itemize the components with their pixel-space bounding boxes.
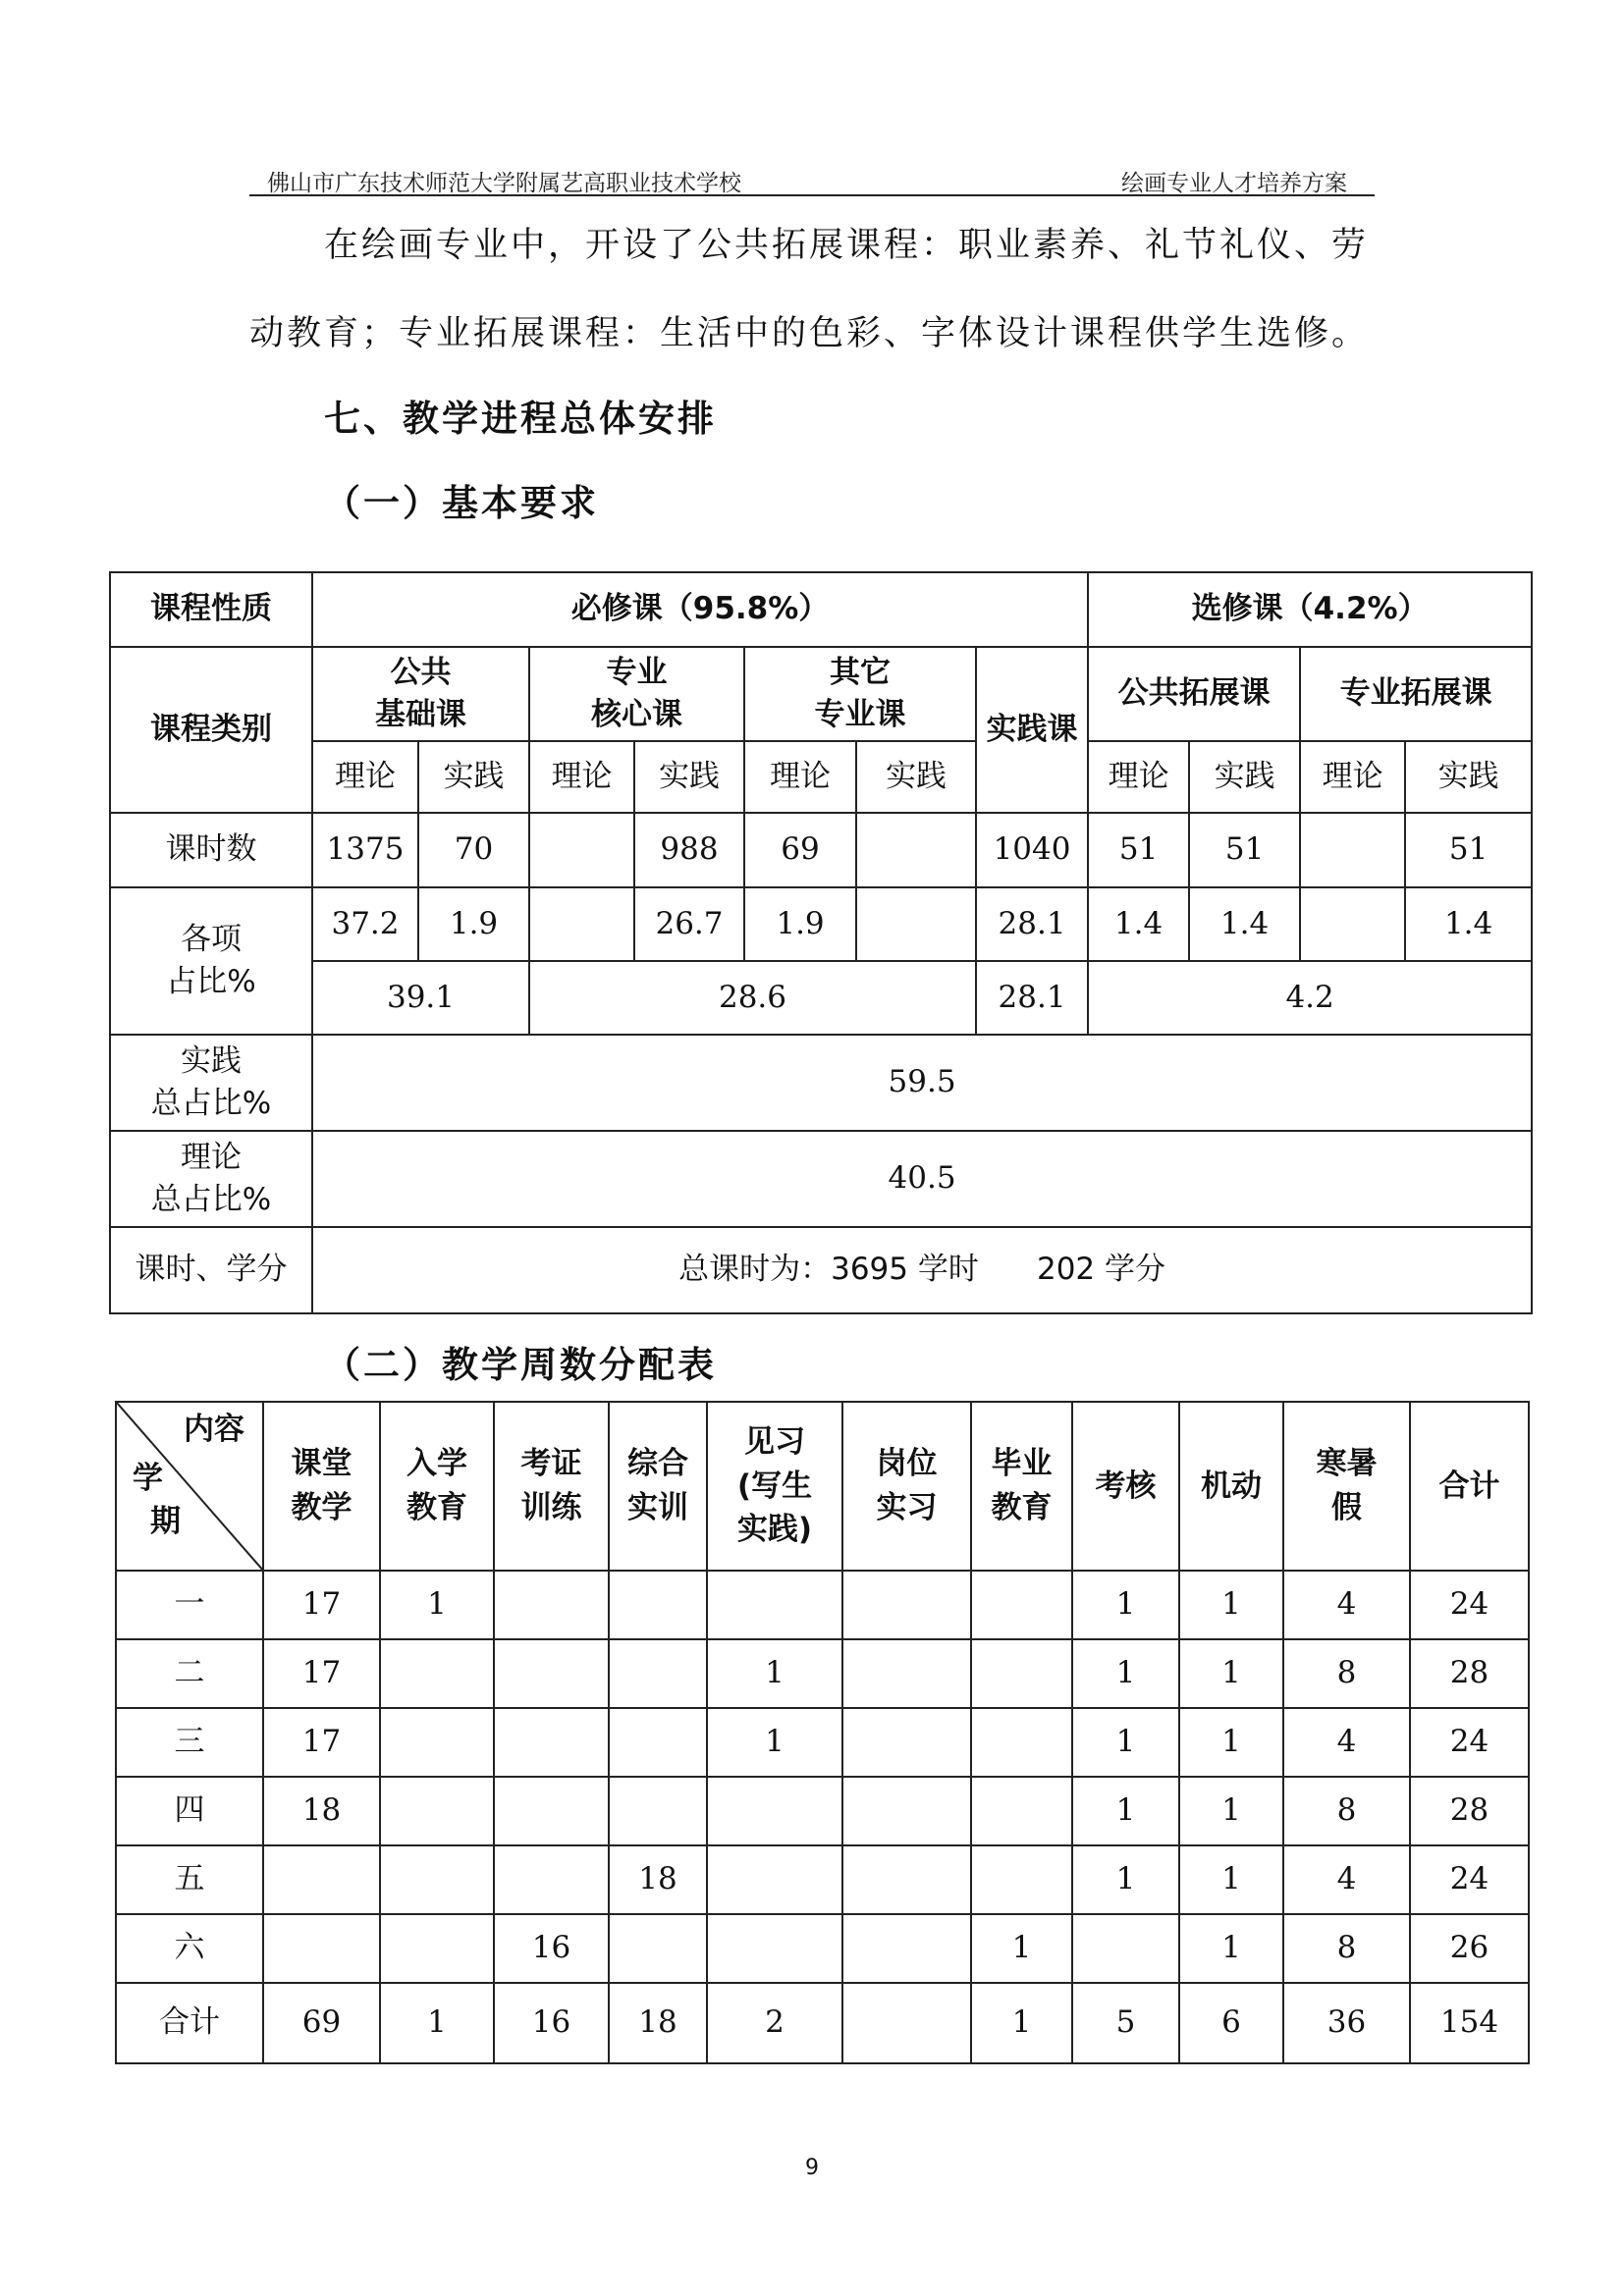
theory-cell: 理论 — [1088, 741, 1189, 813]
week-cell — [380, 1708, 494, 1777]
week-cell: 1 — [1179, 1777, 1283, 1845]
hours-cell — [529, 813, 634, 887]
practice-cell: 实践 — [634, 741, 744, 813]
cat-public-basic: 公共 基础课 — [312, 647, 529, 741]
table-row — [110, 572, 1532, 647]
week-cell — [380, 1845, 494, 1914]
hours-cell: 51 — [1088, 813, 1189, 887]
table-row — [116, 1777, 1529, 1845]
category-label: 课程类别 — [110, 647, 312, 813]
ratio-label: 各项 占比% — [110, 887, 312, 1035]
week-cell — [842, 1777, 971, 1845]
subsection-title-1: （一）基本要求 — [324, 482, 599, 524]
practice-cell: 实践 — [1189, 741, 1300, 813]
table-row — [110, 1131, 1532, 1227]
ratio-cell: 28.1 — [976, 887, 1088, 961]
hours-label: 课时数 — [110, 813, 312, 887]
col-header-assessment: 考核 — [1072, 1402, 1179, 1571]
header-rule — [249, 194, 1375, 196]
elective-header: 选修课（4.2%） — [1088, 572, 1532, 647]
week-cell — [494, 1777, 609, 1845]
week-cell — [707, 1777, 842, 1845]
ratio-cell: 1.4 — [1189, 887, 1300, 961]
term-cell: 一 — [116, 1571, 263, 1639]
week-cell — [971, 1777, 1072, 1845]
ratio-cell: 26.7 — [634, 887, 744, 961]
corner-term-label-1: 学 — [133, 1461, 163, 1496]
week-cell — [1072, 1914, 1179, 1983]
week-cell — [494, 1639, 609, 1708]
hours-cell: 1040 — [976, 813, 1088, 887]
hours-cell: 51 — [1405, 813, 1532, 887]
table-row — [110, 1227, 1532, 1313]
week-cell — [842, 1571, 971, 1639]
week-cell: 16 — [494, 1914, 609, 1983]
week-cell: 24 — [1410, 1571, 1529, 1639]
week-cell: 1 — [1179, 1639, 1283, 1708]
week-cell — [971, 1571, 1072, 1639]
ratio-cell: 1.4 — [1405, 887, 1532, 961]
table-row — [110, 887, 1532, 961]
practice-total-value: 59.5 — [312, 1035, 1532, 1131]
week-cell — [971, 1639, 1072, 1708]
col-header-total: 合计 — [1410, 1402, 1529, 1571]
cat-pro-ext: 专业拓展课 — [1300, 647, 1532, 741]
table-row — [110, 813, 1532, 887]
theory-cell: 理论 — [1300, 741, 1405, 813]
col-header-classroom: 课堂 教学 — [263, 1402, 380, 1571]
hours-cell: 70 — [418, 813, 529, 887]
table-row — [116, 1845, 1529, 1914]
week-cell: 16 — [494, 1983, 609, 2063]
ratio-cell: 1.4 — [1088, 887, 1189, 961]
hours-cell: 988 — [634, 813, 744, 887]
week-cell: 17 — [263, 1639, 380, 1708]
week-cell: 1 — [1072, 1777, 1179, 1845]
week-cell — [842, 1845, 971, 1914]
term-cell: 二 — [116, 1639, 263, 1708]
week-cell — [263, 1914, 380, 1983]
week-cell — [494, 1708, 609, 1777]
hours-cell: 51 — [1189, 813, 1300, 887]
week-cell — [263, 1845, 380, 1914]
week-cell: 18 — [609, 1983, 707, 2063]
table-row — [116, 1708, 1529, 1777]
week-cell — [842, 1914, 971, 1983]
week-cell: 1 — [1179, 1845, 1283, 1914]
hours-cell: 1375 — [312, 813, 418, 887]
week-cell: 18 — [609, 1845, 707, 1914]
week-cell: 5 — [1072, 1983, 1179, 2063]
week-cell — [707, 1914, 842, 1983]
week-cell: 4 — [1283, 1845, 1410, 1914]
ratio-cell: 1.9 — [418, 887, 529, 961]
intro-line-1: 在绘画专业中，开设了公共拓展课程：职业素养、礼节礼仪、劳 — [324, 226, 1370, 265]
week-cell — [707, 1845, 842, 1914]
header-doc-title: 绘画专业人才培养方案 — [1121, 171, 1347, 196]
table-row — [116, 1639, 1529, 1708]
week-cell: 1 — [380, 1571, 494, 1639]
ratio-cell: 37.2 — [312, 887, 418, 961]
hours-cell — [1300, 813, 1405, 887]
hours-cell — [856, 813, 976, 887]
week-cell — [971, 1845, 1072, 1914]
week-cell: 1 — [1179, 1571, 1283, 1639]
week-cell: 26 — [1410, 1914, 1529, 1983]
col-header-flexible: 机动 — [1179, 1402, 1283, 1571]
cat-pro-core: 专业 核心课 — [529, 647, 744, 741]
credit-value: 总课时为：3695 学时 202 学分 — [312, 1227, 1532, 1313]
week-cell — [609, 1708, 707, 1777]
table-header-row — [116, 1402, 1529, 1571]
col-header-orientation: 入学 教育 — [380, 1402, 494, 1571]
week-cell — [609, 1571, 707, 1639]
week-cell — [494, 1845, 609, 1914]
group-ratio-cell: 28.1 — [976, 961, 1088, 1035]
week-cell — [494, 1571, 609, 1639]
week-cell: 2 — [707, 1983, 842, 2063]
week-cell: 1 — [1072, 1708, 1179, 1777]
table-row — [110, 961, 1532, 1035]
nature-label: 课程性质 — [110, 572, 312, 647]
col-header-vacation: 寒暑 假 — [1283, 1402, 1410, 1571]
group-ratio-cell: 39.1 — [312, 961, 529, 1035]
intro-line-2: 动教育；专业拓展课程：生活中的色彩、字体设计课程供学生选修。 — [249, 314, 1370, 353]
week-cell: 36 — [1283, 1983, 1410, 2063]
ratio-cell — [1300, 887, 1405, 961]
theory-cell: 理论 — [312, 741, 418, 813]
weeks-allocation-table — [115, 1401, 1530, 2064]
corner-content-label: 内容 — [184, 1412, 244, 1447]
week-cell — [609, 1777, 707, 1845]
week-cell: 1 — [1179, 1914, 1283, 1983]
week-cell — [609, 1639, 707, 1708]
practice-cell: 实践 — [418, 741, 529, 813]
term-cell: 六 — [116, 1914, 263, 1983]
week-cell: 1 — [707, 1708, 842, 1777]
week-cell: 1 — [380, 1983, 494, 2063]
practice-cell: 实践 — [1405, 741, 1532, 813]
subsection-title-2: （二）教学周数分配表 — [324, 1344, 717, 1386]
week-cell: 28 — [1410, 1639, 1529, 1708]
week-cell: 1 — [1072, 1845, 1179, 1914]
week-cell — [842, 1708, 971, 1777]
week-cell: 8 — [1283, 1639, 1410, 1708]
table-row — [110, 647, 1532, 741]
ratio-cell — [529, 887, 634, 961]
week-cell: 1 — [971, 1914, 1072, 1983]
hours-cell: 69 — [744, 813, 856, 887]
week-cell — [380, 1777, 494, 1845]
term-cell: 四 — [116, 1777, 263, 1845]
col-header-internship: 岗位 实习 — [842, 1402, 971, 1571]
week-cell: 8 — [1283, 1914, 1410, 1983]
week-cell: 1 — [1072, 1639, 1179, 1708]
week-cell: 17 — [263, 1708, 380, 1777]
table-row — [110, 1035, 1532, 1131]
week-cell — [842, 1983, 971, 2063]
week-cell: 1 — [1179, 1708, 1283, 1777]
group-ratio-cell: 4.2 — [1088, 961, 1532, 1035]
section-title: 七、教学进程总体安排 — [324, 398, 717, 440]
week-cell — [609, 1914, 707, 1983]
week-cell: 69 — [263, 1983, 380, 2063]
header-school: 佛山市广东技术师范大学附属艺高职业技术学校 — [267, 171, 741, 196]
col-header-certification: 考证 训练 — [494, 1402, 609, 1571]
theory-total-value: 40.5 — [312, 1131, 1532, 1227]
week-cell: 17 — [263, 1571, 380, 1639]
corner-term-label-2: 期 — [150, 1504, 181, 1539]
theory-cell: 理论 — [529, 741, 634, 813]
week-cell: 4 — [1283, 1571, 1410, 1639]
col-header-graduation: 毕业 教育 — [971, 1402, 1072, 1571]
table-row — [116, 1914, 1529, 1983]
col-header-comprehensive: 综合 实训 — [609, 1402, 707, 1571]
credit-label: 课时、学分 — [110, 1227, 312, 1313]
corner-header — [116, 1402, 263, 1571]
week-cell: 24 — [1410, 1708, 1529, 1777]
table-row — [110, 741, 1532, 813]
week-cell: 6 — [1179, 1983, 1283, 2063]
cat-public-ext: 公共拓展课 — [1088, 647, 1300, 741]
week-cell: 154 — [1410, 1983, 1529, 2063]
required-header: 必修课（95.8%） — [312, 572, 1088, 647]
week-cell — [842, 1639, 971, 1708]
week-cell: 1 — [971, 1983, 1072, 2063]
col-header-observation: 见习 (写生 实践) — [707, 1402, 842, 1571]
term-cell: 三 — [116, 1708, 263, 1777]
theory-total-label: 理论 总占比% — [110, 1131, 312, 1227]
term-cell: 合计 — [116, 1983, 263, 2063]
week-cell — [707, 1571, 842, 1639]
table-row — [116, 1983, 1529, 2063]
week-cell: 18 — [263, 1777, 380, 1845]
table-row — [116, 1571, 1529, 1639]
week-cell: 24 — [1410, 1845, 1529, 1914]
week-cell: 8 — [1283, 1777, 1410, 1845]
term-cell: 五 — [116, 1845, 263, 1914]
theory-cell: 理论 — [744, 741, 856, 813]
week-cell — [380, 1639, 494, 1708]
basic-requirements-table — [109, 571, 1533, 1314]
page-number: 9 — [805, 2156, 819, 2180]
cat-other-pro: 其它 专业课 — [744, 647, 976, 741]
week-cell: 28 — [1410, 1777, 1529, 1845]
practice-cell: 实践 — [856, 741, 976, 813]
group-ratio-cell: 28.6 — [529, 961, 976, 1035]
week-cell: 4 — [1283, 1708, 1410, 1777]
week-cell: 1 — [1072, 1571, 1179, 1639]
week-cell: 1 — [707, 1639, 842, 1708]
practice-total-label: 实践 总占比% — [110, 1035, 312, 1131]
cat-practice-course: 实践课 — [976, 647, 1088, 813]
ratio-cell: 1.9 — [744, 887, 856, 961]
week-cell — [971, 1708, 1072, 1777]
week-cell — [380, 1914, 494, 1983]
ratio-cell — [856, 887, 976, 961]
